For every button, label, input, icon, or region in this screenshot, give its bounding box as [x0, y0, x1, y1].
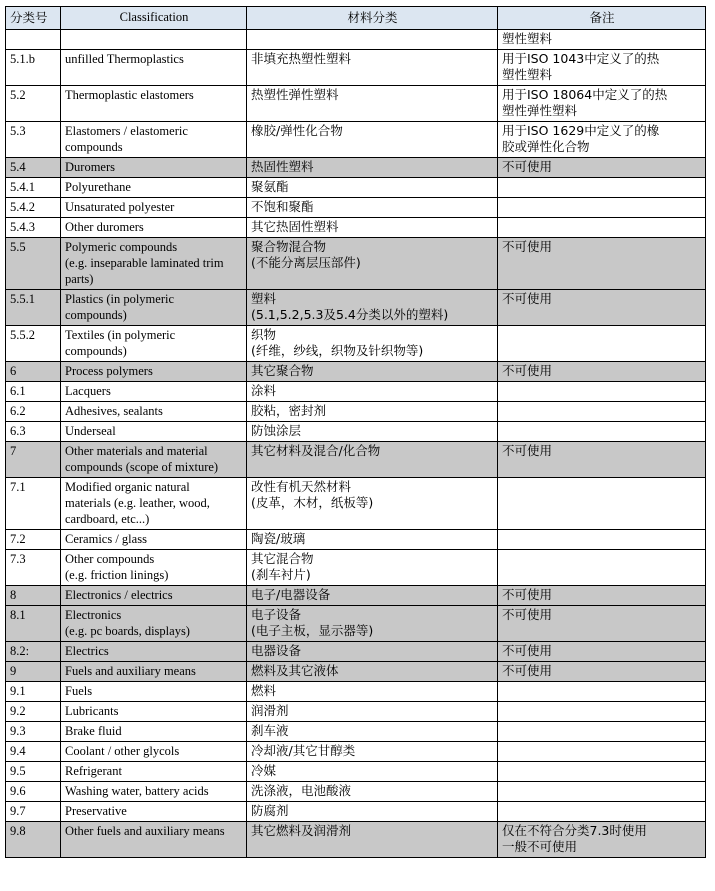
- cell-text-line: 塑性弹性塑料: [502, 103, 578, 118]
- cell-text-line: 聚氨酯: [251, 179, 289, 194]
- cell-remarks: [498, 478, 706, 530]
- cell-remarks: [498, 86, 706, 122]
- cell-material-category: [247, 30, 498, 50]
- material-classification-table: [5, 6, 706, 858]
- cell-classification: [61, 802, 247, 822]
- cell-text-line: 其它混合物: [251, 551, 314, 566]
- table-row: [6, 218, 706, 238]
- cell-classification-code: 5.5.1: [6, 290, 61, 326]
- cell-classification-code: 9.4: [6, 742, 61, 762]
- cell-material-category: [247, 290, 498, 326]
- cell-material-category: [247, 86, 498, 122]
- cell-classification-code: 5.4.2: [6, 198, 61, 218]
- cell-text-line: Lubricants: [65, 704, 119, 718]
- cell-text-line: 不可使用: [502, 443, 553, 458]
- table-row: [6, 158, 706, 178]
- cell-classification: [61, 742, 247, 762]
- table-row: [6, 290, 706, 326]
- table-row: [6, 702, 706, 722]
- cell-text-line: Underseal: [65, 424, 116, 438]
- cell-remarks: [498, 702, 706, 722]
- cell-text-line: Other materials and material: [65, 444, 208, 458]
- cell-material-category: [247, 362, 498, 382]
- cell-classification-code: [6, 30, 61, 50]
- cell-remarks: [498, 198, 706, 218]
- cell-text-line: 冷媒: [251, 763, 277, 778]
- table-row: [6, 122, 706, 158]
- cell-text-line: Plastics (in polymeric: [65, 292, 175, 306]
- cell-text-line: Fuels: [65, 684, 93, 698]
- table-row: [6, 742, 706, 762]
- cell-text-line: compounds (scope of mixture): [65, 460, 219, 474]
- cell-text-line: 改性有机天然材料: [251, 479, 352, 494]
- cell-text-line: 其它燃料及润滑剂: [251, 823, 352, 838]
- cell-remarks: [498, 802, 706, 822]
- table-header: [6, 7, 706, 30]
- cell-material-category: [247, 382, 498, 402]
- cell-text-line: 塑性塑料: [502, 67, 553, 82]
- cell-remarks: [498, 122, 706, 158]
- cell-classification: [61, 478, 247, 530]
- cell-classification: [61, 782, 247, 802]
- table-row: [6, 782, 706, 802]
- cell-text-line: 热塑性弹性塑料: [251, 87, 339, 102]
- cell-classification-code: 7.2: [6, 530, 61, 550]
- cell-text-line: 润滑剂: [251, 703, 289, 718]
- cell-material-category: [247, 606, 498, 642]
- cell-classification-code: 5.4.1: [6, 178, 61, 198]
- cell-classification: [61, 238, 247, 290]
- cell-text-line: 塑性塑料: [502, 31, 553, 46]
- cell-text-line: 其它聚合物: [251, 363, 314, 378]
- cell-text-line: Electronics: [65, 608, 122, 622]
- cell-text-line: Refrigerant: [65, 764, 122, 778]
- cell-material-category: [247, 122, 498, 158]
- cell-remarks: [498, 362, 706, 382]
- cell-text-line: 电子/电器设备: [251, 587, 331, 602]
- cell-classification: [61, 642, 247, 662]
- cell-text-line: 热固性塑料: [251, 159, 314, 174]
- cell-material-category: [247, 50, 498, 86]
- cell-classification-code: 7.1: [6, 478, 61, 530]
- table-row: [6, 722, 706, 742]
- cell-classification: [61, 178, 247, 198]
- cell-remarks: [498, 586, 706, 606]
- table-body: [6, 30, 706, 858]
- cell-text-line: 防蚀涂层: [251, 423, 302, 438]
- cell-text-line: Fuels and auxiliary means: [65, 664, 196, 678]
- cell-text-line: 不可使用: [502, 291, 553, 306]
- cell-text-line: 一般不可使用: [502, 839, 578, 854]
- cell-text-line: 非填充热塑性塑料: [251, 51, 352, 66]
- table-row: [6, 422, 706, 442]
- cell-text-line: Adhesives, sealants: [65, 404, 163, 418]
- table-row: [6, 326, 706, 362]
- cell-text-line: Other compounds: [65, 552, 155, 566]
- cell-classification-code: 7.3: [6, 550, 61, 586]
- cell-classification-code: 6: [6, 362, 61, 382]
- cell-classification: [61, 362, 247, 382]
- cell-material-category: [247, 402, 498, 422]
- cell-classification-code: 8.2:: [6, 642, 61, 662]
- cell-remarks: [498, 442, 706, 478]
- cell-classification: [61, 198, 247, 218]
- cell-text-line: Process polymers: [65, 364, 153, 378]
- table-header-row: [6, 7, 706, 30]
- cell-material-category: [247, 326, 498, 362]
- table-row: [6, 682, 706, 702]
- cell-material-category: [247, 586, 498, 606]
- cell-material-category: [247, 178, 498, 198]
- cell-text-line: 塑料: [251, 291, 277, 306]
- cell-text-line: 其它热固性塑料: [251, 219, 339, 234]
- cell-text-line: 不可使用: [502, 587, 553, 602]
- cell-text-line: 不可使用: [502, 643, 553, 658]
- cell-text-line: (e.g. inseparable laminated trim: [65, 256, 224, 270]
- cell-remarks: [498, 422, 706, 442]
- cell-classification-code: 9.8: [6, 822, 61, 858]
- cell-material-category: [247, 762, 498, 782]
- cell-text-line: Polyurethane: [65, 180, 131, 194]
- cell-text-line: (刹车衬片): [251, 567, 311, 582]
- cell-material-category: [247, 682, 498, 702]
- cell-remarks: [498, 50, 706, 86]
- cell-classification: [61, 30, 247, 50]
- cell-classification-code: 5.5: [6, 238, 61, 290]
- cell-classification-code: 6.3: [6, 422, 61, 442]
- cell-text-line: Duromers: [65, 160, 115, 174]
- cell-text-line: 胶或弹性化合物: [502, 139, 590, 154]
- cell-text-line: Coolant / other glycols: [65, 744, 180, 758]
- cell-text-line: Preservative: [65, 804, 127, 818]
- table-row: [6, 382, 706, 402]
- cell-text-line: parts): [65, 272, 94, 286]
- cell-text-line: 防腐剂: [251, 803, 289, 818]
- cell-classification-code: 5.5.2: [6, 326, 61, 362]
- cell-classification: [61, 290, 247, 326]
- cell-remarks: [498, 158, 706, 178]
- cell-classification-code: 5.2: [6, 86, 61, 122]
- cell-text-line: materials (e.g. leather, wood,: [65, 496, 210, 510]
- cell-material-category: [247, 742, 498, 762]
- cell-classification: [61, 682, 247, 702]
- cell-remarks: [498, 238, 706, 290]
- cell-material-category: [247, 782, 498, 802]
- table-row: [6, 530, 706, 550]
- cell-remarks: [498, 218, 706, 238]
- cell-classification: [61, 50, 247, 86]
- cell-classification: [61, 158, 247, 178]
- table-row: [6, 762, 706, 782]
- cell-text-line: 不可使用: [502, 663, 553, 678]
- cell-remarks: [498, 30, 706, 50]
- cell-classification-code: 9.3: [6, 722, 61, 742]
- cell-material-category: [247, 702, 498, 722]
- cell-text-line: 不可使用: [502, 607, 553, 622]
- cell-remarks: [498, 742, 706, 762]
- cell-text-line: Electrics: [65, 644, 109, 658]
- cell-text-line: Polymeric compounds: [65, 240, 178, 254]
- cell-material-category: [247, 158, 498, 178]
- cell-text-line: 橡胶/弹性化合物: [251, 123, 343, 138]
- cell-remarks: [498, 662, 706, 682]
- cell-classification: [61, 822, 247, 858]
- cell-material-category: [247, 550, 498, 586]
- cell-text-line: Electronics / electrics: [65, 588, 173, 602]
- cell-classification-code: 9.7: [6, 802, 61, 822]
- cell-classification-code: 5.1.b: [6, 50, 61, 86]
- cell-classification: [61, 702, 247, 722]
- cell-classification-code: 5.4.3: [6, 218, 61, 238]
- table-row: [6, 362, 706, 382]
- cell-text-line: 燃料及其它液体: [251, 663, 339, 678]
- cell-text-line: 冷却液/其它甘醇类: [251, 743, 356, 758]
- cell-text-line: cardboard, etc...): [65, 512, 150, 526]
- cell-classification-code: 6.1: [6, 382, 61, 402]
- cell-classification: [61, 662, 247, 682]
- column-header-code: 分类号: [6, 7, 61, 30]
- table-row: [6, 86, 706, 122]
- cell-classification: [61, 86, 247, 122]
- table-row: [6, 642, 706, 662]
- cell-classification-code: 8: [6, 586, 61, 606]
- cell-material-category: [247, 218, 498, 238]
- cell-material-category: [247, 442, 498, 478]
- cell-material-category: [247, 530, 498, 550]
- cell-text-line: Elastomers / elastomeric: [65, 124, 188, 138]
- cell-classification-code: 5.3: [6, 122, 61, 158]
- cell-text-line: 陶瓷/玻璃: [251, 531, 306, 546]
- cell-remarks: [498, 382, 706, 402]
- cell-text-line: unfilled Thermoplastics: [65, 52, 184, 66]
- cell-material-category: [247, 478, 498, 530]
- cell-text-line: 仅在不符合分类7.3时使用: [502, 823, 647, 838]
- cell-classification: [61, 382, 247, 402]
- column-header-material-category: 材料分类: [247, 7, 498, 30]
- cell-remarks: [498, 762, 706, 782]
- cell-text-line: 洗涤液，电池酸液: [251, 783, 352, 798]
- table-row: [6, 478, 706, 530]
- table-row: [6, 50, 706, 86]
- cell-text-line: Modified organic natural: [65, 480, 190, 494]
- cell-classification: [61, 442, 247, 478]
- cell-remarks: [498, 550, 706, 586]
- cell-classification-code: 9.5: [6, 762, 61, 782]
- cell-classification: [61, 422, 247, 442]
- cell-classification-code: 9.2: [6, 702, 61, 722]
- cell-classification-code: 7: [6, 442, 61, 478]
- table-row: [6, 822, 706, 858]
- cell-text-line: Unsaturated polyester: [65, 200, 175, 214]
- table-row: [6, 606, 706, 642]
- cell-text-line: Brake fluid: [65, 724, 122, 738]
- cell-text-line: 刹车液: [251, 723, 289, 738]
- cell-classification-code: 9: [6, 662, 61, 682]
- cell-remarks: [498, 782, 706, 802]
- cell-text-line: compounds): [65, 308, 127, 322]
- cell-remarks: [498, 290, 706, 326]
- cell-classification: [61, 402, 247, 422]
- cell-classification-code: 9.1: [6, 682, 61, 702]
- cell-text-line: 其它材料及混合/化合物: [251, 443, 381, 458]
- cell-text-line: 用于ISO 1043中定义了的热: [502, 51, 660, 66]
- cell-text-line: Ceramics / glass: [65, 532, 147, 546]
- cell-text-line: (e.g. pc boards, displays): [65, 624, 190, 638]
- cell-classification: [61, 550, 247, 586]
- cell-classification-code: 9.6: [6, 782, 61, 802]
- cell-text-line: 用于ISO 1629中定义了的橡: [502, 123, 660, 138]
- cell-text-line: Thermoplastic elastomers: [65, 88, 194, 102]
- cell-classification: [61, 586, 247, 606]
- cell-remarks: [498, 530, 706, 550]
- cell-text-line: Other fuels and auxiliary means: [65, 824, 225, 838]
- cell-text-line: 胶粘，密封剂: [251, 403, 327, 418]
- table-row: [6, 30, 706, 50]
- cell-classification: [61, 326, 247, 362]
- cell-classification-code: 6.2: [6, 402, 61, 422]
- cell-material-category: [247, 722, 498, 742]
- cell-text-line: 不可使用: [502, 239, 553, 254]
- cell-text-line: (不能分离层压部件): [251, 255, 361, 270]
- cell-text-line: Textiles (in polymeric: [65, 328, 176, 342]
- table-row: [6, 198, 706, 218]
- cell-text-line: (纤维，纱线，织物及针织物等): [251, 343, 424, 358]
- cell-material-category: [247, 662, 498, 682]
- cell-text-line: 电子设备: [251, 607, 302, 622]
- cell-text-line: (e.g. friction linings): [65, 568, 169, 582]
- cell-remarks: [498, 642, 706, 662]
- cell-classification: [61, 122, 247, 158]
- cell-text-line: Other duromers: [65, 220, 144, 234]
- cell-text-line: 燃料: [251, 683, 277, 698]
- cell-classification: [61, 722, 247, 742]
- cell-text-line: Washing water, battery acids: [65, 784, 209, 798]
- table-row: [6, 550, 706, 586]
- cell-text-line: Lacquers: [65, 384, 111, 398]
- cell-material-category: [247, 238, 498, 290]
- table-row: [6, 662, 706, 682]
- cell-text-line: 织物: [251, 327, 277, 342]
- table-row: [6, 586, 706, 606]
- cell-text-line: 涂料: [251, 383, 277, 398]
- cell-text-line: 不可使用: [502, 363, 553, 378]
- cell-classification: [61, 530, 247, 550]
- cell-material-category: [247, 642, 498, 662]
- cell-text-line: (5.1,5.2,5.3及5.4分类以外的塑料): [251, 307, 449, 322]
- cell-text-line: 不饱和聚酯: [251, 199, 314, 214]
- cell-remarks: [498, 682, 706, 702]
- column-header-remarks: 备注: [498, 7, 706, 30]
- table-row: [6, 802, 706, 822]
- cell-material-category: [247, 802, 498, 822]
- table-row: [6, 238, 706, 290]
- cell-text-line: 聚合物混合物: [251, 239, 327, 254]
- cell-material-category: [247, 822, 498, 858]
- cell-remarks: [498, 178, 706, 198]
- cell-classification: [61, 606, 247, 642]
- cell-remarks: [498, 606, 706, 642]
- cell-text-line: 不可使用: [502, 159, 553, 174]
- table-row: [6, 442, 706, 478]
- cell-text-line: compounds: [65, 140, 123, 154]
- cell-remarks: [498, 402, 706, 422]
- table-row: [6, 178, 706, 198]
- cell-remarks: [498, 326, 706, 362]
- cell-text-line: compounds): [65, 344, 127, 358]
- column-header-classification: Classification: [61, 7, 247, 30]
- table-row: [6, 402, 706, 422]
- cell-classification: [61, 762, 247, 782]
- cell-material-category: [247, 198, 498, 218]
- cell-text-line: (皮革，木材，纸板等): [251, 495, 374, 510]
- cell-classification-code: 8.1: [6, 606, 61, 642]
- cell-classification: [61, 218, 247, 238]
- cell-text-line: 电器设备: [251, 643, 302, 658]
- cell-remarks: [498, 822, 706, 858]
- cell-remarks: [498, 722, 706, 742]
- cell-material-category: [247, 422, 498, 442]
- cell-classification-code: 5.4: [6, 158, 61, 178]
- cell-text-line: 用于ISO 18064中定义了的热: [502, 87, 668, 102]
- cell-text-line: (电子主板，显示器等): [251, 623, 374, 638]
